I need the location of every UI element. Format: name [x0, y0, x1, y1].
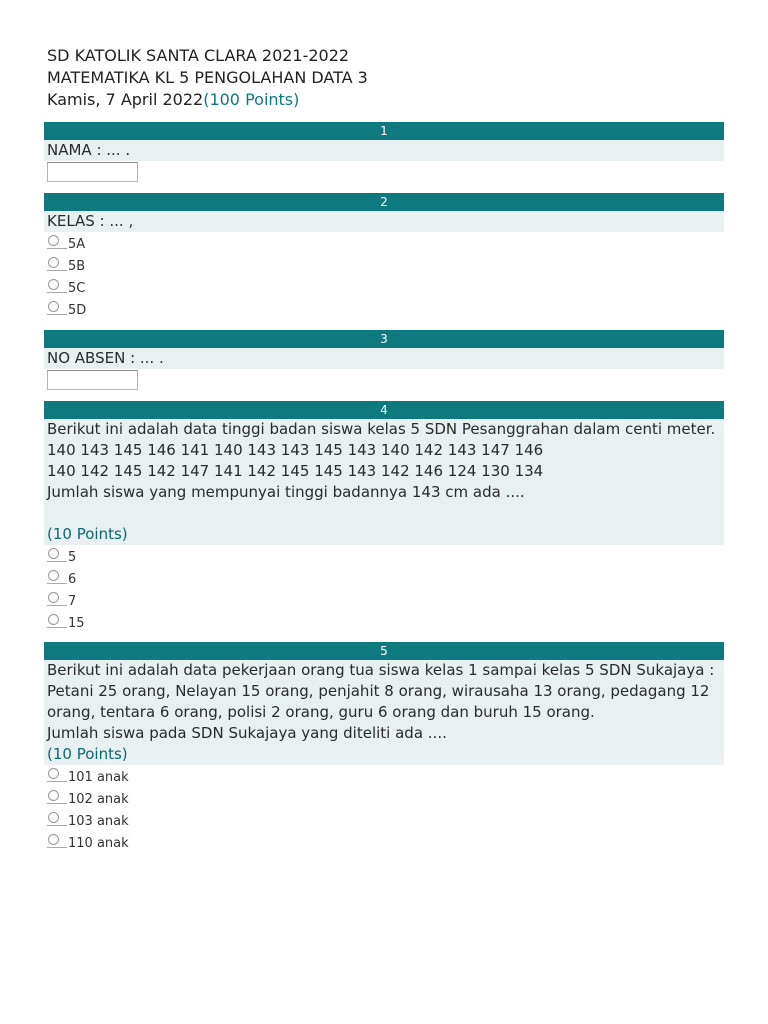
form-date-line	[47, 89, 368, 111]
option-110-anak[interactable]	[44, 833, 724, 855]
question-text: NO ABSEN : ... .	[47, 349, 164, 367]
question-number-bar: 4	[44, 401, 724, 419]
option-5a[interactable]	[44, 234, 724, 256]
question-points: (10 Points)	[47, 525, 128, 543]
option-underline	[47, 803, 67, 804]
option-label: 102 anak	[68, 792, 129, 807]
question-text-line: Petani 25 orang, Nelayan 15 orang, penjahit 8 orang, wirausaha 13 orang, pedagang 12	[47, 682, 710, 700]
option-list	[44, 547, 724, 635]
question-body	[44, 211, 724, 232]
question-4	[44, 401, 724, 635]
radio-button[interactable]	[48, 834, 59, 845]
option-label: 101 anak	[68, 770, 129, 785]
option-underline	[47, 583, 67, 584]
total-points: (100 Points)	[203, 90, 300, 109]
radio-button[interactable]	[48, 768, 59, 779]
option-label: 5C	[68, 281, 86, 296]
question-body	[44, 419, 724, 545]
option-underline	[47, 847, 67, 848]
option-5b[interactable]	[44, 256, 724, 278]
question-number-bar: 3	[44, 330, 724, 348]
radio-button[interactable]	[48, 812, 59, 823]
form-header	[47, 45, 368, 111]
question-number-bar: 5	[44, 642, 724, 660]
option-5c[interactable]	[44, 278, 724, 300]
question-text-line: 140 142 145 142 147 141 142 145 145 143 142 146 124 130 134	[47, 462, 544, 480]
question-text-line: 140 143 145 146 141 140 143 143 145 143 140 142 143 147 146	[47, 441, 544, 459]
radio-button[interactable]	[48, 570, 59, 581]
option-label: 15	[68, 616, 85, 631]
option-102-anak[interactable]	[44, 789, 724, 811]
option-5[interactable]	[44, 547, 724, 569]
option-underline	[47, 627, 67, 628]
option-label: 103 anak	[68, 814, 129, 829]
question-3	[44, 330, 724, 390]
option-103-anak[interactable]	[44, 811, 724, 833]
option-label: 7	[68, 594, 77, 609]
radio-button[interactable]	[48, 790, 59, 801]
question-text-line: Berikut ini adalah data tinggi badan siswa kelas 5 SDN Pesanggrahan dalam centi meter.	[47, 420, 716, 438]
option-label: 110 anak	[68, 836, 129, 851]
option-list	[44, 767, 724, 855]
option-label: 6	[68, 572, 77, 587]
question-body	[44, 348, 724, 369]
option-7[interactable]	[44, 591, 724, 613]
question-body	[44, 140, 724, 161]
form-date: Kamis, 7 April 2022	[47, 90, 204, 109]
option-underline	[47, 248, 67, 249]
question-text-line: Jumlah siswa yang mempunyai tinggi badannya 143 cm ada ....	[47, 483, 525, 501]
question-2	[44, 193, 724, 322]
radio-button[interactable]	[48, 235, 59, 246]
radio-button[interactable]	[48, 301, 59, 312]
radio-button[interactable]	[48, 592, 59, 603]
option-label: 5B	[68, 259, 86, 274]
option-underline	[47, 781, 67, 782]
question-text: KELAS : ... ,	[47, 212, 134, 230]
radio-button[interactable]	[48, 279, 59, 290]
option-underline	[47, 825, 67, 826]
option-6[interactable]	[44, 569, 724, 591]
option-label: 5D	[68, 303, 87, 318]
option-underline	[47, 292, 67, 293]
question-body	[44, 660, 724, 765]
option-101-anak[interactable]	[44, 767, 724, 789]
option-underline	[47, 561, 67, 562]
option-underline	[47, 270, 67, 271]
question-text: NAMA : ... .	[47, 141, 131, 159]
radio-button[interactable]	[48, 614, 59, 625]
option-5d[interactable]	[44, 300, 724, 322]
name-input[interactable]	[47, 162, 138, 182]
option-list	[44, 234, 724, 322]
blank-line	[47, 503, 721, 524]
option-15[interactable]	[44, 613, 724, 635]
radio-button[interactable]	[48, 548, 59, 559]
option-underline	[47, 314, 67, 315]
question-1	[44, 122, 724, 182]
question-number-bar: 1	[44, 122, 724, 140]
option-label: 5	[68, 550, 77, 565]
option-label: 5A	[68, 237, 86, 252]
radio-button[interactable]	[48, 257, 59, 268]
question-text-line: orang, tentara 6 orang, polisi 2 orang, guru 6 orang dan buruh 15 orang.	[47, 703, 595, 721]
school-title: SD KATOLIK SANTA CLARA 2021-2022	[47, 46, 350, 65]
option-underline	[47, 605, 67, 606]
absen-input[interactable]	[47, 370, 138, 390]
question-text-line: Jumlah siswa pada SDN Sukajaya yang diteliti ada ....	[47, 724, 447, 742]
question-5	[44, 642, 724, 855]
question-text-line: Berikut ini adalah data pekerjaan orang tua siswa kelas 1 sampai kelas 5 SDN Sukajaya :	[47, 661, 715, 679]
question-points: (10 Points)	[47, 745, 128, 763]
form-title: MATEMATIKA KL 5 PENGOLAHAN DATA 3	[47, 68, 368, 87]
question-number-bar: 2	[44, 193, 724, 211]
